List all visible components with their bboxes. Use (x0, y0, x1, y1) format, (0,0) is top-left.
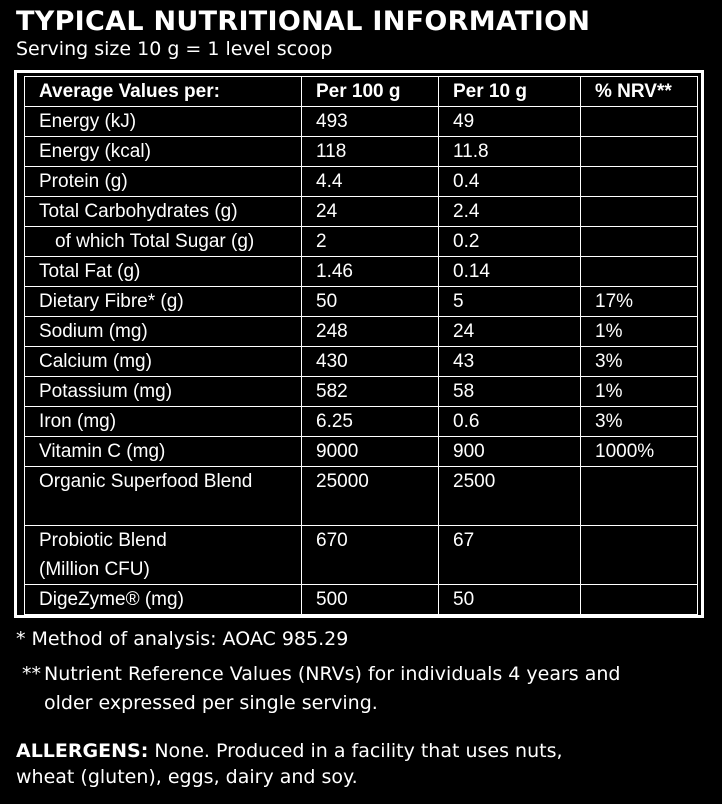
footnote-nrv-text: Nutrient Reference Values (NRVs) for individuals 4 years and (44, 663, 621, 685)
row-name: Energy (kcal) (25, 137, 302, 167)
table-row (25, 585, 698, 615)
row-nrv (581, 585, 698, 615)
row-name: Potassium (mg) (25, 377, 302, 407)
row-per-100g: 2 (302, 227, 439, 257)
row-name: Vitamin C (mg) (25, 437, 302, 467)
row-name: of which Total Sugar (g) (25, 227, 302, 257)
table-row (25, 197, 698, 227)
row-per-10g: 0.14 (439, 257, 581, 287)
row-per-10g: 0.4 (439, 167, 581, 197)
row-nrv: 17% (581, 287, 698, 317)
row-nrv (581, 526, 698, 585)
row-per-100g: 670 (302, 526, 439, 585)
row-name: Sodium (mg) (25, 317, 302, 347)
row-nrv: 1% (581, 317, 698, 347)
row-nrv (581, 257, 698, 287)
row-per-10g: 24 (439, 317, 581, 347)
row-per-10g: 11.8 (439, 137, 581, 167)
row-nrv (581, 137, 698, 167)
table-row (25, 227, 698, 257)
row-per-100g: 582 (302, 377, 439, 407)
allergens-line1: None. Produced in a facility that uses nuts, (148, 740, 563, 762)
row-nrv: 1000% (581, 437, 698, 467)
row-name: Organic Superfood Blend (25, 467, 302, 526)
row-per-10g: 900 (439, 437, 581, 467)
row-name: Probiotic Blend (Million CFU) (25, 526, 302, 585)
row-per-100g: 24 (302, 197, 439, 227)
table-row (25, 526, 698, 585)
table-row (25, 317, 698, 347)
row-per-100g: 9000 (302, 437, 439, 467)
row-per-10g: 49 (439, 107, 581, 137)
row-name: Dietary Fibre* (g) (25, 287, 302, 317)
allergens-label: ALLERGENS: (16, 740, 149, 762)
table-row (25, 407, 698, 437)
row-name: DigeZyme® (mg) (25, 585, 302, 615)
row-nrv (581, 197, 698, 227)
table-row (25, 257, 698, 287)
row-nrv (581, 107, 698, 137)
table-row (25, 377, 698, 407)
header-per-10g: Per 10 g (439, 77, 581, 107)
nutrition-table (24, 76, 698, 615)
row-nrv: 3% (581, 347, 698, 377)
table-row (25, 347, 698, 377)
row-per-100g: 50 (302, 287, 439, 317)
row-per-100g: 1.46 (302, 257, 439, 287)
row-per-100g: 118 (302, 137, 439, 167)
row-per-10g: 0.6 (439, 407, 581, 437)
row-per-100g: 25000 (302, 467, 439, 526)
row-name: Protein (g) (25, 167, 302, 197)
row-per-10g: 50 (439, 585, 581, 615)
row-per-100g: 248 (302, 317, 439, 347)
footnote-nrv (22, 660, 621, 718)
footnote-method: * Method of analysis: AOAC 985.29 (16, 628, 349, 650)
row-per-10g: 2500 (439, 467, 581, 526)
header-nrv: % NRV** (581, 77, 698, 107)
footnote-nrv-mark: ** (22, 663, 41, 685)
row-name: Calcium (mg) (25, 347, 302, 377)
table-row (25, 437, 698, 467)
table-row (25, 107, 698, 137)
row-per-10g: 67 (439, 526, 581, 585)
table-header-row (25, 77, 698, 107)
row-per-100g: 430 (302, 347, 439, 377)
row-per-10g: 5 (439, 287, 581, 317)
table-row (25, 287, 698, 317)
row-nrv: 1% (581, 377, 698, 407)
row-per-10g: 58 (439, 377, 581, 407)
row-name: Iron (mg) (25, 407, 302, 437)
row-name: Total Carbohydrates (g) (25, 197, 302, 227)
footnote-nrv-text-cont: older expressed per single serving. (44, 692, 378, 714)
row-per-100g: 4.4 (302, 167, 439, 197)
row-nrv (581, 467, 698, 526)
row-nrv (581, 227, 698, 257)
row-per-100g: 500 (302, 585, 439, 615)
header-average-values: Average Values per: (25, 77, 302, 107)
row-per-100g: 6.25 (302, 407, 439, 437)
row-per-10g: 2.4 (439, 197, 581, 227)
row-per-10g: 0.2 (439, 227, 581, 257)
table-row (25, 137, 698, 167)
serving-size: Serving size 10 g = 1 level scoop (16, 38, 333, 60)
table-row (25, 467, 698, 526)
row-per-10g: 43 (439, 347, 581, 377)
row-per-100g: 493 (302, 107, 439, 137)
row-nrv (581, 167, 698, 197)
row-nrv: 3% (581, 407, 698, 437)
allergens-statement (16, 738, 563, 790)
header-per-100g: Per 100 g (302, 77, 439, 107)
table-row (25, 167, 698, 197)
row-name: Energy (kJ) (25, 107, 302, 137)
allergens-line2: wheat (gluten), eggs, dairy and soy. (16, 766, 358, 788)
page-title: TYPICAL NUTRITIONAL INFORMATION (16, 6, 591, 37)
row-name: Total Fat (g) (25, 257, 302, 287)
